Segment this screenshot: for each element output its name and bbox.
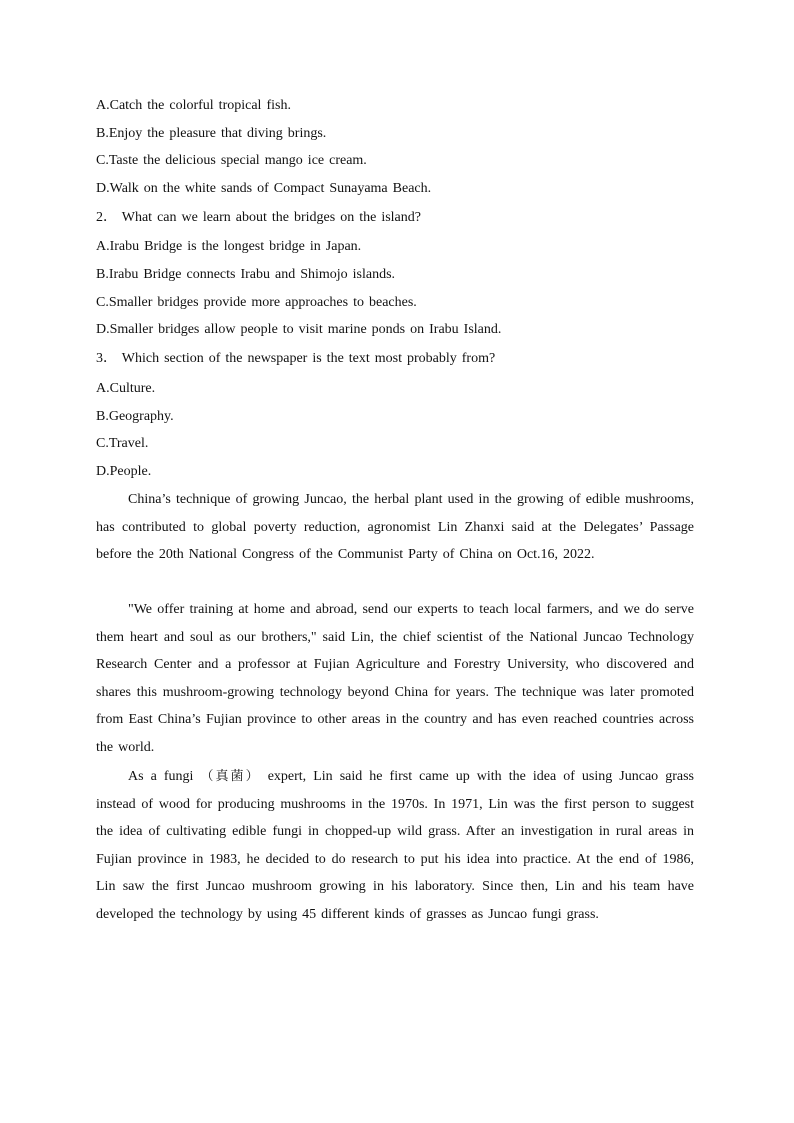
paragraph-3-cjk-term: （真菌）: [200, 769, 261, 784]
q3-option-d: D.People.: [96, 464, 152, 479]
q1-option-c: C.Taste the delicious special mango ice cream.: [96, 153, 367, 168]
q2-option-d: D.Smaller bridges allow people to visit marine ponds on Irabu Island.: [96, 322, 502, 337]
q2-stem: 2． What can we learn about the bridges on the island?: [96, 210, 421, 225]
q1-option-d: D.Walk on the white sands of Compact Sunayama Beach.: [96, 181, 432, 196]
q3-stem: 3． Which section of the newspaper is the text most probably from?: [96, 351, 496, 366]
paragraph-1-text: China’s technique of growing Juncao, the herbal plant used in the growing of edible mushrooms, has contributed to global poverty reduction, agronomist Lin Zhanxi said at the Delegates’ Passage before the 20th National Congress of the Communist Party of China on Oct.16, 2022.: [96, 492, 694, 563]
q3-option-c: C.Travel.: [96, 436, 149, 451]
q2-option-b: B.Irabu Bridge connects Irabu and Shimojo islands.: [96, 267, 396, 282]
paragraph-3-text-start: As a fungi: [128, 769, 201, 784]
q1-option-a: A.Catch the colorful tropical fish.: [96, 98, 291, 113]
q2-option-c: C.Smaller bridges provide more approaches to beaches.: [96, 295, 417, 310]
paragraph-2-text: "We offer training at home and abroad, send our experts to teach local farmers, and we do serve them heart and soul as our brothers," said Lin, the chief scientist of the National Juncao Technology Research Center and a professor at Fujian Agriculture and Forestry University, who discovered and shares this mushroom-growing technology beyond China for years. The technique was later promoted from East China’s Fujian province to other areas in the country and has even reached countries across the world.: [96, 602, 694, 755]
paragraph-3-text-end: expert, Lin said he first came up with the idea of using Juncao grass instead of wood for producing mushrooms in the 1970s. In 1971, Lin was the first person to suggest the idea of cultivating edible fungi in chopped-up wild grass. After an investigation in rural areas in Fujian province in 1983, he decided to do research to put his idea into practice. At the end of 1986, Lin saw the first Juncao mushroom growing in his laboratory. Since then, Lin and his team have developed the technology by using 45 different kinds of grasses as Juncao fungi grass.: [96, 769, 694, 922]
passage-paragraph-2: [96, 596, 694, 762]
passage-paragraph-3: [96, 763, 694, 929]
q3-option-a: A.Culture.: [96, 381, 156, 396]
q2-option-a: A.Irabu Bridge is the longest bridge in Japan.: [96, 239, 362, 254]
passage-paragraph-1: [96, 486, 694, 569]
q1-option-b: B.Enjoy the pleasure that diving brings.: [96, 126, 327, 141]
q3-option-b: B.Geography.: [96, 409, 174, 424]
